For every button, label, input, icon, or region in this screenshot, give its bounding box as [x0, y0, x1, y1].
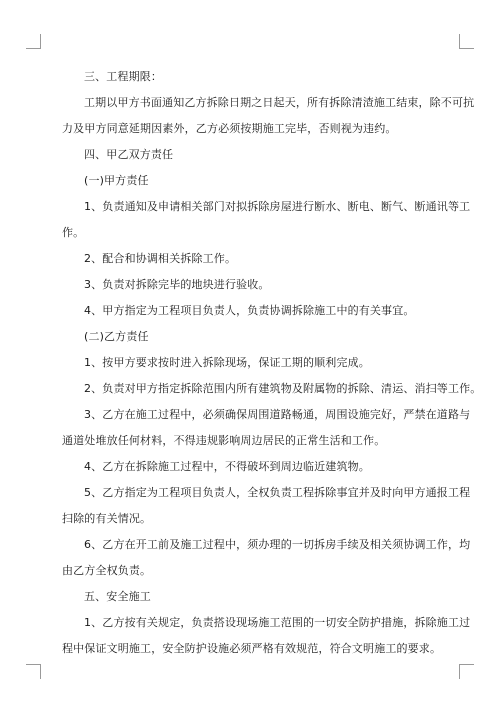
text-line: 三、工程期限： — [84, 70, 163, 83]
text-line: 由乙方全权负责。 — [62, 564, 152, 577]
text-line: 6、乙方在开工前及施工过程中，须办理的一切拆房手续及相关须协调工作，均 — [84, 538, 471, 551]
text-line: 通道处堆放任何材料，不得违规影响周边居民的正常生活和工作。 — [62, 434, 386, 447]
text-line: (二)乙方责任 — [84, 330, 149, 343]
text-line: 2、负责对甲方指定拆除范围内所有建筑物及附属物的拆除、清运、消扫等工作。 — [84, 382, 482, 395]
text-line: 1、按甲方要求按时进入拆除现场，保证工期的顺利完成。 — [84, 356, 370, 369]
text-line: 工期以甲方书面通知乙方拆除日期之日起天，所有拆除清渣施工结束，除不可抗 — [84, 96, 475, 109]
text-line: 力及甲方同意延期因素外，乙方必须按期施工完毕，否则视为违约。 — [62, 122, 397, 135]
text-line: 四、甲乙双方责任 — [84, 148, 174, 161]
text-line: 5、乙方指定为工程项目负责人，全权负责工程拆除事宜并及时向甲方通报工程 — [84, 486, 471, 499]
text-line: 五、安全施工 — [84, 590, 151, 603]
document-body — [62, 70, 482, 668]
text-line: 扫除的有关情况。 — [62, 512, 152, 525]
text-line: 3、乙方在施工过程中，必须确保周围道路畅通，周围设施完好，严禁在道路与 — [84, 408, 471, 421]
text-line: 1、乙方按有关规定，负责搭设现场施工范围的一切安全防护措施，拆除施工过 — [84, 616, 471, 629]
text-line: 3、负责对拆除完毕的地块进行验收。 — [84, 278, 270, 291]
text-line: 1、负责通知及申请相关部门对拟拆除房屋进行断水、断电、断气、断通讯等工 — [84, 200, 471, 213]
text-line: 4、甲方指定为工程项目负责人，负责协调拆除施工中的有关事宜。 — [84, 304, 415, 317]
text-line: 程中保证文明施工，安全防护设施必须严格有效规范，符合文明施工的要求。 — [62, 642, 442, 655]
text-line: (一)甲方责任 — [84, 174, 149, 187]
text-line: 作。 — [62, 226, 85, 239]
crop-mark-bottom-left — [26, 664, 41, 679]
text-line: 2、配合和协调相关拆除工作。 — [84, 252, 237, 265]
text-line: 4、乙方在拆除施工过程中，不得破坏到周边临近建筑物。 — [84, 460, 370, 473]
crop-mark-top-left — [26, 34, 41, 49]
crop-mark-top-right — [459, 34, 474, 49]
crop-mark-bottom-right — [459, 664, 474, 679]
